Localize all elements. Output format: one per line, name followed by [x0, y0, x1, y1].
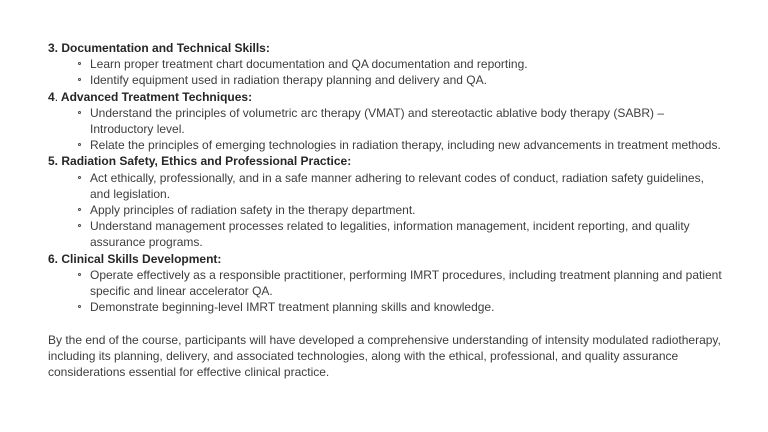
section-radiation-safety-ethics — [48, 153, 738, 250]
bullet-list — [48, 170, 738, 251]
section-title: Radiation Safety, Ethics and Professional Practice: — [61, 154, 352, 169]
section-heading — [48, 89, 738, 105]
section-advanced-treatment-techniques — [48, 89, 738, 154]
bullet-item — [48, 202, 738, 218]
closing-paragraph: By the end of the course, participants will have developed a comprehensive understanding of intensity modulated radiotherapy, including its planning, delivery, and associated technologies, along with the ethical, professional, and quality assurance considerations essential for effective clinical practice. — [48, 332, 721, 380]
section-number: 3. — [48, 41, 59, 55]
section-clinical-skills-development — [48, 251, 738, 316]
bullet-circle-icon — [78, 143, 81, 146]
bullet-list — [48, 105, 738, 154]
bullet-item — [48, 137, 738, 153]
document-page — [48, 40, 738, 380]
bullet-circle-icon — [78, 305, 81, 308]
bullet-list — [48, 267, 738, 316]
bullet-text: Understand the principles of volumetric arc therapy (VMAT) and stereotactic ablative body therapy (SABR) – Introductory level. — [90, 105, 665, 137]
section-heading — [48, 40, 738, 56]
bullet-item — [48, 105, 738, 137]
bullet-circle-icon — [78, 273, 81, 276]
section-heading — [48, 153, 738, 169]
bullet-text: Act ethically, professionally, and in a safe manner adhering to relevant codes of conduct, radiation safety guidelines, and legislation. — [90, 170, 704, 201]
section-number: 5. — [48, 154, 59, 169]
section-title: Documentation and Technical Skills: — [61, 41, 270, 55]
bullet-text: Apply principles of radiation safety in the therapy department. — [90, 203, 416, 218]
section-heading — [48, 251, 738, 267]
bullet-circle-icon — [78, 208, 81, 211]
bullet-text: Operate effectively as a responsible practitioner, performing IMRT procedures, including treatment planning and patient specific and linear accelerator QA. — [90, 267, 722, 299]
bullet-text: Identify equipment used in radiation therapy planning and delivery and QA. — [90, 73, 487, 88]
bullet-circle-icon — [78, 224, 81, 227]
section-documentation-technical-skills — [48, 40, 738, 89]
bullet-text: Learn proper treatment chart documentation and QA documentation and reporting. — [90, 57, 528, 72]
bullet-circle-icon — [78, 78, 81, 81]
bullet-circle-icon — [78, 176, 81, 179]
bullet-circle-icon — [78, 111, 81, 114]
bullet-item — [48, 170, 738, 202]
bullet-item — [48, 218, 738, 250]
bullet-item — [48, 299, 738, 315]
bullet-text: Understand management processes related to legalities, information management, incident reporting, and quality assurance programs. — [90, 219, 690, 250]
section-number: 6. — [48, 251, 59, 266]
bullet-item — [48, 72, 738, 88]
bullet-circle-icon — [78, 62, 81, 65]
section-number-suffix: . — [54, 89, 59, 104]
bullet-item — [48, 267, 738, 299]
section-number: 4 — [48, 89, 55, 104]
bullet-text: Demonstrate beginning-level IMRT treatment planning skills and knowledge. — [90, 300, 495, 315]
section-title: Advanced Treatment Techniques: — [60, 89, 253, 104]
bullet-list — [48, 56, 738, 88]
bullet-item — [48, 56, 738, 72]
bullet-text: Relate the principles of emerging technologies in radiation therapy, including new advancements in treatment methods. — [90, 138, 721, 153]
section-title: Clinical Skills Development: — [61, 251, 222, 266]
